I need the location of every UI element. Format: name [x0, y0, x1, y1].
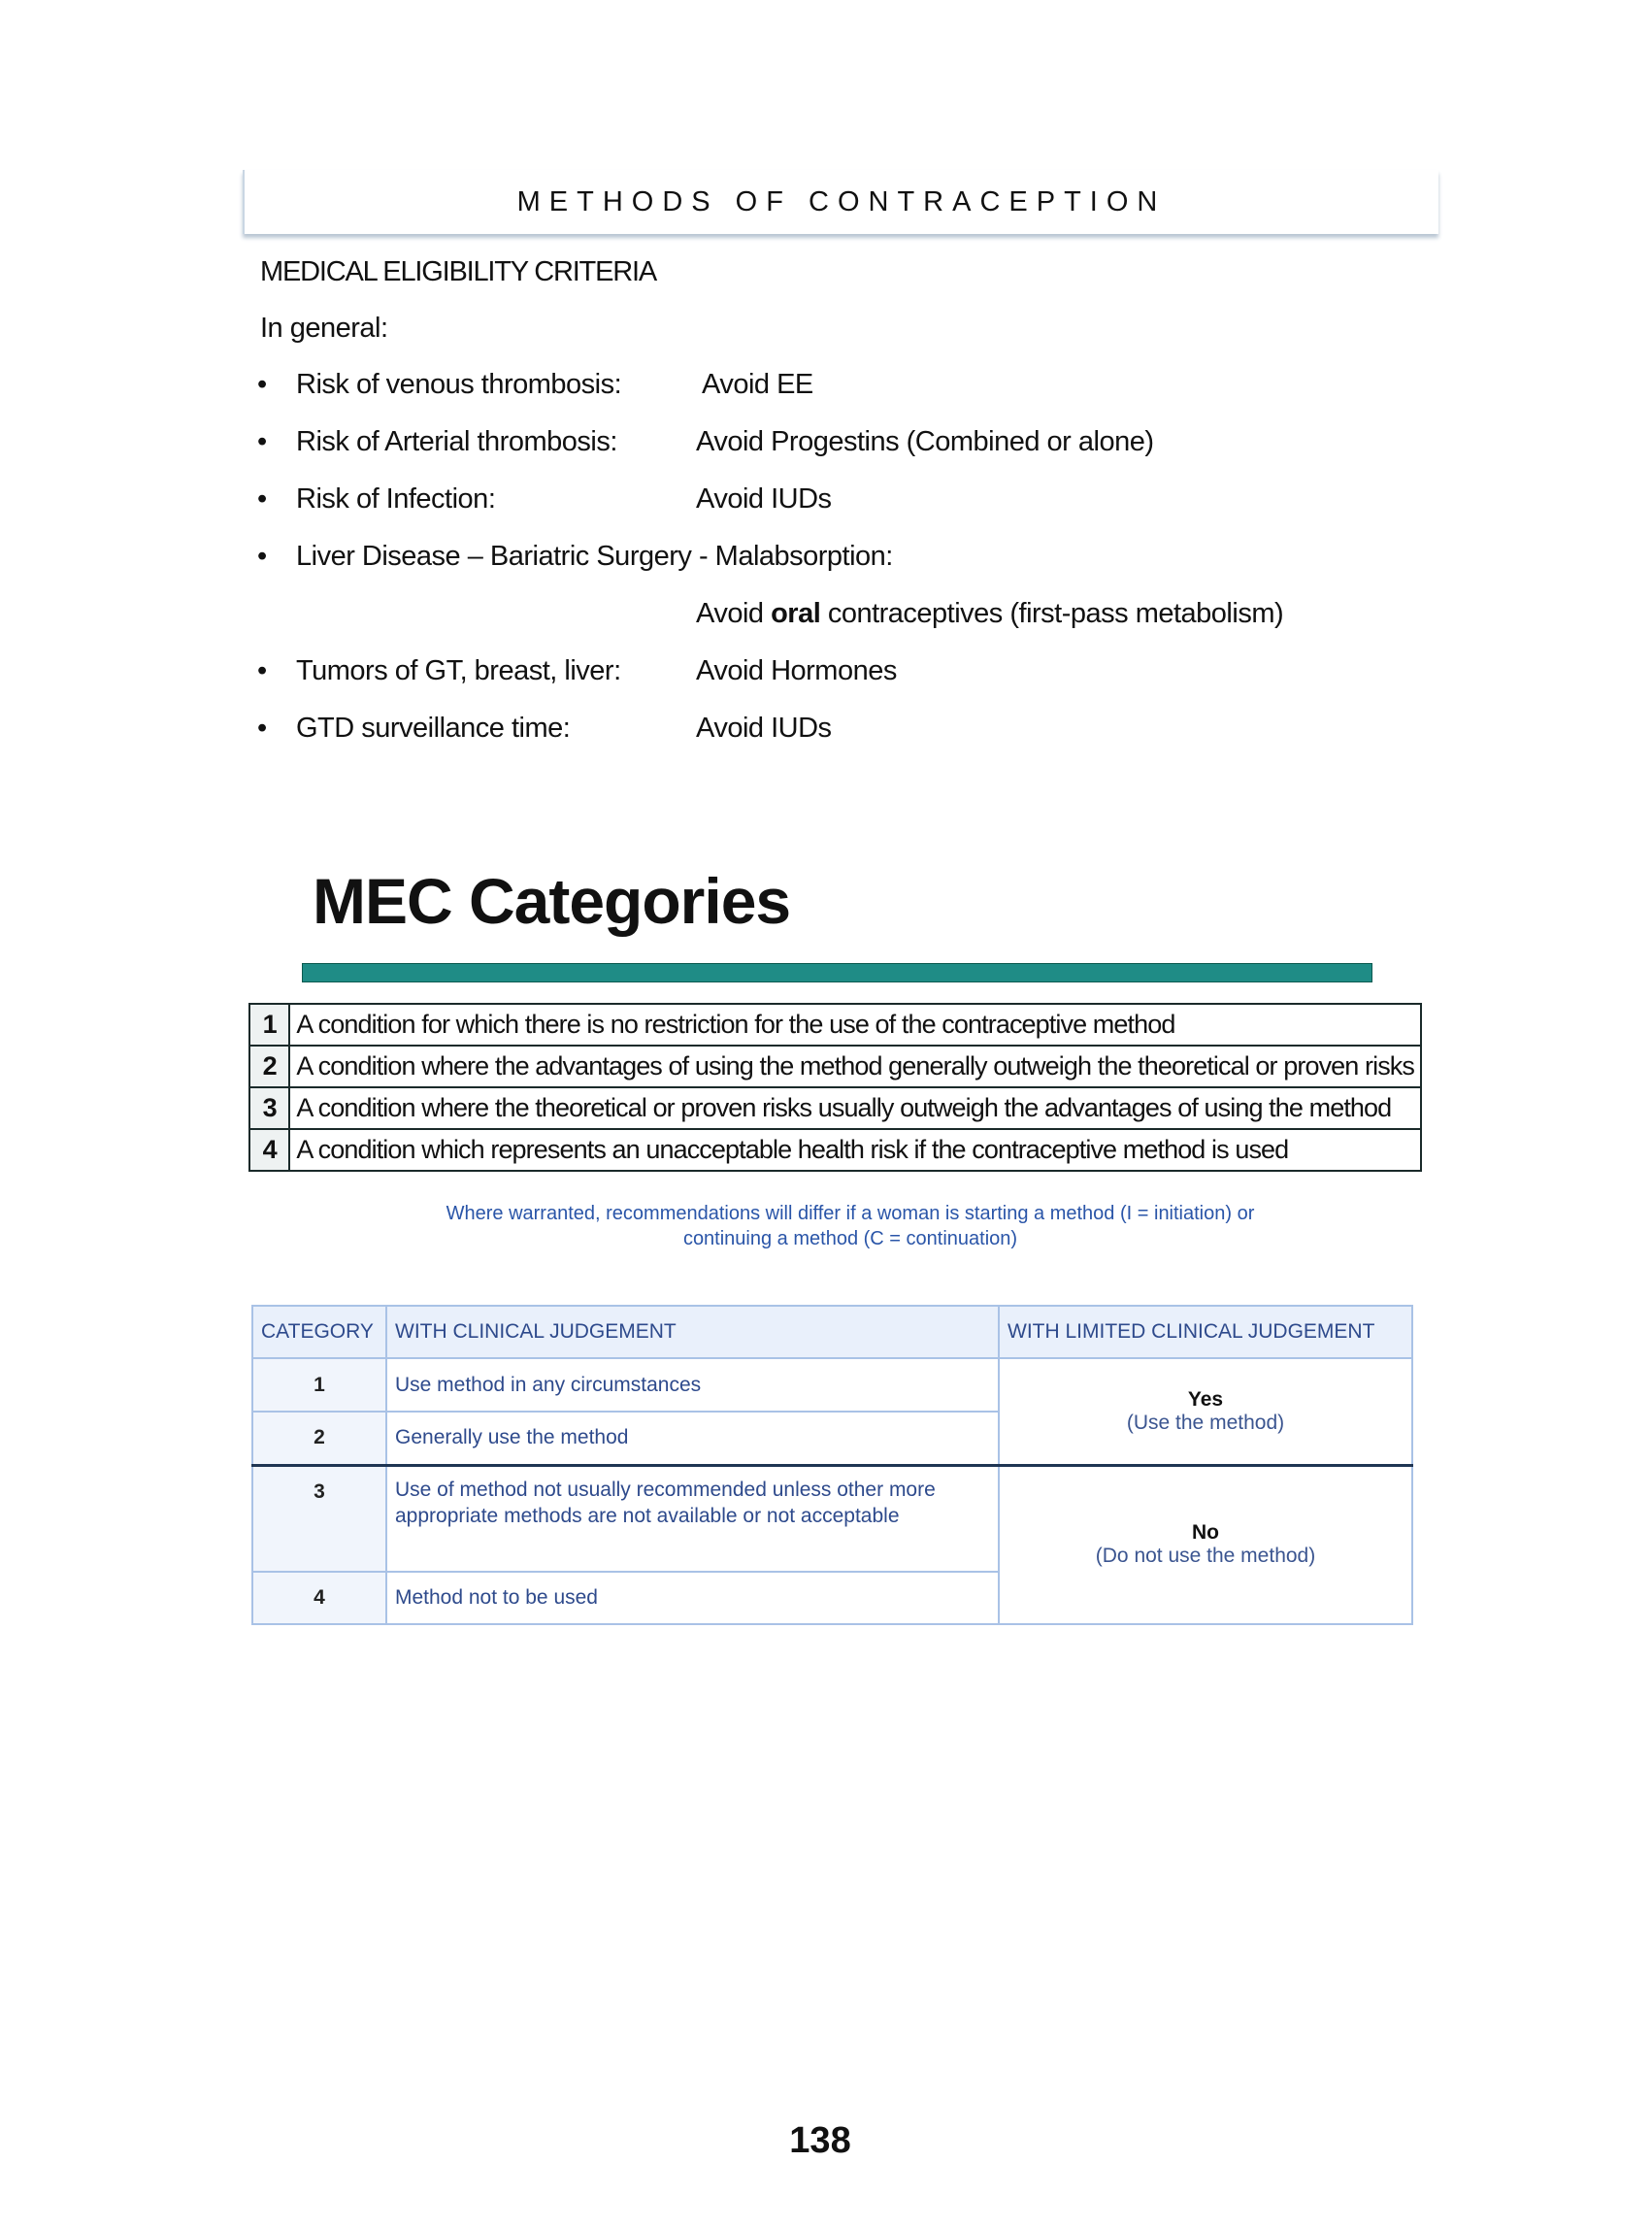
table-row	[249, 1129, 1421, 1171]
criteria-value: Avoid Progestins (Combined or alone)	[696, 426, 1154, 457]
column-header: CATEGORY	[252, 1306, 386, 1358]
table-row	[249, 1004, 1421, 1046]
criteria-label: Risk of venous thrombosis:	[296, 369, 622, 400]
judgement-text: Use of method not usually recommended unless other more appropriate methods are not available or not acceptable	[386, 1465, 999, 1572]
judgement-text: Use method in any circumstances	[386, 1358, 999, 1412]
chapter-header	[243, 170, 1438, 234]
page-number: 138	[789, 2120, 851, 2161]
note-line: continuing a method (C = continuation)	[682, 1228, 1018, 1249]
chapter-title: METHODS OF CONTRACEPTION	[516, 185, 1167, 217]
table-row	[249, 1046, 1421, 1087]
table-row	[252, 1465, 1412, 1572]
criteria-label: GTD surveillance time:	[296, 713, 571, 744]
mec-categories-table	[248, 1003, 1422, 1172]
table-row	[252, 1358, 1412, 1412]
teal-divider	[302, 963, 1372, 982]
criteria-value: Avoid oral contraceptives (first-pass metabolism)	[696, 598, 1284, 629]
mec-title: MEC Categories	[313, 865, 791, 937]
judgement-text: Method not to be used	[386, 1572, 999, 1624]
category-number: 4	[249, 1129, 289, 1171]
limited-judgement-yes: Yes (Use the method)	[999, 1358, 1412, 1465]
judgement-text: Generally use the method	[386, 1412, 999, 1465]
criteria-label: Liver Disease – Bariatric Surgery - Malabsorption:	[296, 541, 893, 572]
category-number: 2	[252, 1412, 386, 1465]
category-description: A condition where the theoretical or proven risks usually outweigh the advantages of using the method	[289, 1087, 1421, 1129]
category-number: 4	[252, 1572, 386, 1624]
criteria-value: Avoid IUDs	[696, 713, 832, 744]
criteria-label: Tumors of GT, breast, liver:	[296, 655, 621, 686]
section-heading: MEDICAL ELIGIBILITY CRITERIA	[260, 256, 656, 287]
section-intro: In general:	[260, 313, 388, 344]
table-row	[249, 1087, 1421, 1129]
limited-judgement-no: No (Do not use the method)	[999, 1465, 1412, 1624]
criteria-value: Avoid IUDs	[696, 483, 832, 515]
criteria-value: Avoid EE	[702, 369, 813, 400]
initiation-note	[291, 1201, 1409, 1251]
category-number: 3	[249, 1087, 289, 1129]
column-header: WITH LIMITED CLINICAL JUDGEMENT	[999, 1306, 1412, 1358]
table-header-row	[252, 1306, 1412, 1358]
category-description: A condition which represents an unacceptable health risk if the contraceptive method is used	[289, 1129, 1421, 1171]
category-number: 1	[252, 1358, 386, 1412]
clinical-judgement-table	[251, 1305, 1413, 1625]
criteria-label: Risk of Arterial thrombosis:	[296, 426, 617, 457]
criteria-value: Avoid Hormones	[696, 655, 897, 686]
category-number: 3	[252, 1465, 386, 1572]
note-line: Where warranted, recommendations will differ if a woman is starting a method (I = initiation) or	[446, 1203, 1255, 1224]
category-description: A condition for which there is no restriction for the use of the contraceptive method	[289, 1004, 1421, 1046]
column-header: WITH CLINICAL JUDGEMENT	[386, 1306, 999, 1358]
category-number: 1	[249, 1004, 289, 1046]
category-description: A condition where the advantages of using the method generally outweigh the theoretical or proven risks	[289, 1046, 1421, 1087]
category-number: 2	[249, 1046, 289, 1087]
criteria-label: Risk of Infection:	[296, 483, 496, 515]
